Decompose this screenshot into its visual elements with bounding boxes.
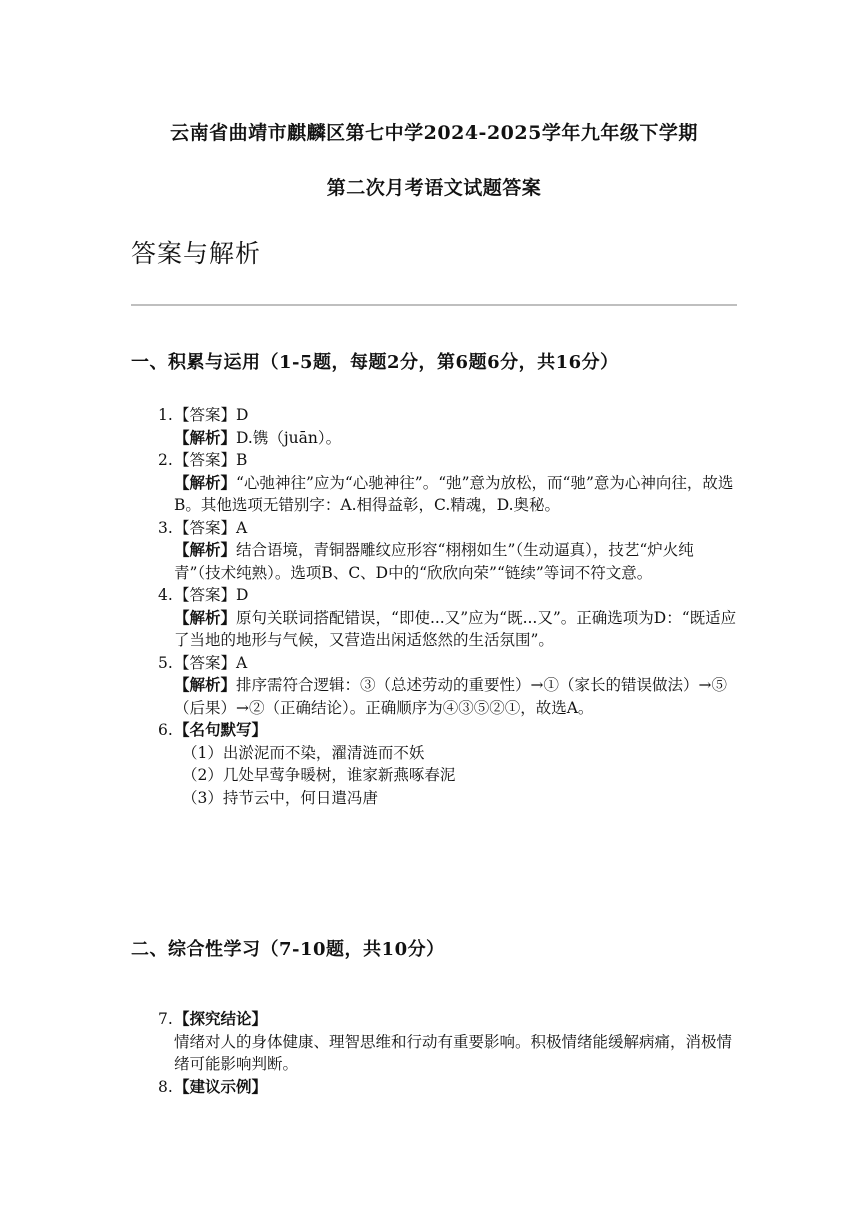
analysis-line: [174, 539, 737, 584]
analysis-tag: 【解析】: [174, 472, 237, 492]
section-1-title: 一、积累与运用（1-5题，每题2分，第6题6分，共16分）: [131, 352, 619, 373]
document-title-line-1: 云南省曲靖市麒麟区第七中学2024-2025学年九年级下学期: [170, 122, 698, 144]
analysis-text: 原句关联词搭配错误，“即使...又”应为“既...又”。正确选项为D：“既适应了当地的地形与气候，又营造出闲适悠然的生活氛围”。: [174, 608, 737, 649]
answer-line: [174, 404, 737, 427]
answer-value: B: [236, 451, 248, 469]
page-heading: 答案与解析: [131, 239, 262, 268]
analysis-text: “心弛神往”应为“心驰神往”。“弛”意为放松，而“驰”意为心神向往，故选B。其他选项无错别字：A.相得益彰，C.精魂，D.奥秘。: [174, 473, 734, 514]
recitation-tag: 【名句默写】: [174, 720, 268, 739]
item-number: 3.: [158, 518, 173, 537]
answer-item-1: [131, 404, 737, 449]
answer-line: [174, 652, 737, 675]
answer-value: A: [236, 653, 248, 672]
item-number: 6.: [158, 721, 173, 739]
analysis-line: [174, 472, 737, 517]
analysis-tag: 【解析】: [174, 540, 237, 559]
item-number: 7.: [158, 1010, 173, 1028]
answer-tag: 【答案】: [174, 451, 237, 469]
answer-value: D: [236, 586, 249, 604]
analysis-tag: 【解析】: [174, 675, 237, 694]
answer-tag: 【答案】: [174, 586, 237, 604]
answer-value: A: [236, 518, 248, 537]
answer-item-8: [131, 1076, 737, 1099]
analysis-line: [174, 607, 737, 652]
item-number: 1.: [158, 406, 173, 424]
analysis-text: 结合语境，青铜器雕纹应形容“栩栩如生”（生动逼真），技艺“炉火纯青”（技术纯熟）。选项B、C、D中的“欣欣向荣”“链续”等词不符文意。: [174, 541, 694, 582]
answer-tag: 【答案】: [174, 518, 237, 537]
item-number: 5.: [158, 653, 173, 672]
analysis-tag: 【解析】: [174, 607, 237, 627]
analysis-line: [174, 427, 737, 450]
section-2-title: 二、综合性学习（7-10题，共10分）: [131, 939, 445, 960]
recitation-line-1: （1）出淤泥而不染，濯清涟而不妖: [182, 743, 425, 762]
analysis-line: [174, 674, 737, 719]
section-1-answer-list: [131, 404, 737, 809]
analysis-text: 排序需符合逻辑：③（总述劳动的重要性）→①（家长的错误做法）→⑤（后果）→②（正确结论）。正确顺序为④③⑤②①，故选A。: [174, 676, 727, 717]
section-2-answer-list: [131, 1008, 737, 1098]
analysis-text: D.镌（juān）。: [236, 428, 342, 447]
recitation-line-3: （3）持节云中，何日遣冯唐: [182, 788, 378, 807]
answer-tag: 【答案】: [174, 653, 237, 672]
answer-tag: 【答案】: [174, 406, 237, 424]
answer-item-6: [131, 719, 737, 809]
answer-item-5: [131, 652, 737, 720]
answer-line: [174, 449, 737, 472]
item-number: 2.: [158, 451, 173, 469]
item-number: 4.: [158, 586, 173, 604]
horizontal-divider: [131, 304, 737, 306]
answer-item-4: [131, 584, 737, 652]
answer-item-2: [131, 449, 737, 517]
suggestion-tag: 【建议示例】: [174, 1076, 268, 1096]
answer-line: [174, 584, 737, 607]
recitation-line-2: （2）几处早莺争暖树，谁家新燕啄春泥: [182, 766, 456, 784]
conclusion-tag: 【探究结论】: [174, 1009, 268, 1028]
conclusion-text: 情绪对人的身体健康、理智思维和行动有重要影响。积极情绪能缓解病痛，消极情绪可能影响判断。: [174, 1032, 733, 1073]
answer-item-7: [131, 1008, 737, 1076]
answer-value: D: [236, 406, 249, 424]
document-title-line-2: 第二次月考语文试题答案: [326, 177, 542, 199]
item-number: 8.: [158, 1077, 173, 1096]
answer-line: [174, 517, 737, 540]
answer-item-3: [131, 517, 737, 585]
analysis-tag: 【解析】: [174, 427, 237, 447]
